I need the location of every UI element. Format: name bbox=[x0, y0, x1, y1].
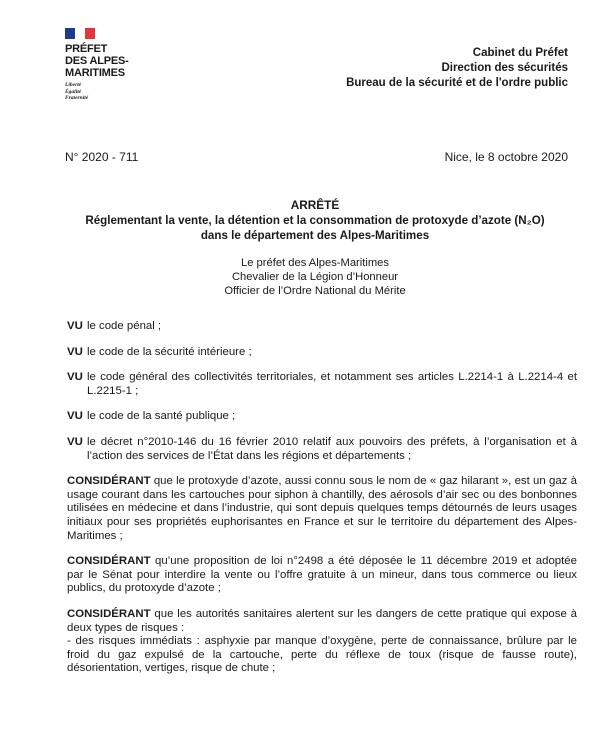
vu-item bbox=[67, 320, 577, 334]
vu-item bbox=[67, 436, 577, 463]
considerant-paragraph bbox=[67, 555, 577, 596]
vu-keyword: VU bbox=[67, 345, 83, 358]
authority-line: Officier de l’Ordre National du Mérite bbox=[224, 285, 406, 297]
office-line: Cabinet du Préfet bbox=[472, 47, 568, 59]
prefecture-name-line: MARITIMES bbox=[65, 67, 125, 79]
considerant-text: que le protoxyde d’azote, aussi connu sous le nom de « gaz hilarant », est un gaz à usage courant dans les cartouches pour siphon à chantilly, des aérosols d’air sec ou des bonbonnes utilisées en médecine et dans l’industrie, qui sont depuis quelques temps détournés de leurs usages initiaux pour ses propriétés euphorisantes en France et sur le territoire du département des Alpes-Maritimes ; bbox=[67, 475, 578, 542]
authority-line: Le préfet des Alpes-Maritimes bbox=[241, 257, 389, 269]
authority-block bbox=[50, 256, 580, 298]
decree-body bbox=[67, 320, 577, 688]
considerant-paragraph bbox=[67, 608, 577, 635]
risk-item: - des risques immédiats : asphyxie par manque d’oxygène, perte de connaissance, brûlure par le froid du gaz expulsé de la cartouche, perte du réflexe de toux (risque de fausse route), désorientation, vertiges, risque de chute ; bbox=[67, 635, 577, 675]
decree-heading: ARRÊTÉ bbox=[290, 198, 340, 212]
prefecture-name-line: DES ALPES- bbox=[65, 55, 129, 67]
decree-reference: N° 2020 - 711 bbox=[65, 150, 139, 164]
vu-keyword: VU bbox=[67, 371, 83, 384]
motto-line: Fraternité bbox=[65, 95, 89, 101]
vu-text: le code de la sécurité intérieure ; bbox=[87, 345, 252, 358]
decree-subject-line: dans le département des Alpes-Maritimes bbox=[200, 229, 430, 242]
vu-text: le code de la santé publique ; bbox=[87, 410, 236, 423]
prefecture-name bbox=[65, 43, 155, 79]
vu-text: le code général des collectivités territoriales, et notamment ses articles L.2214-1 à L.2214-4 et L.2215-1 ; bbox=[87, 371, 577, 397]
vu-keyword: VU bbox=[67, 410, 83, 423]
considerant-text: qu’une proposition de loi n°2498 a été déposée le 11 décembre 2019 et adoptée par le Sénat pour interdire la vente ou l’offre gratuite à un mineur, dans tous commerce ou lieux publics, du protoxyde d’azote ; bbox=[67, 555, 577, 595]
decree-date: Nice, le 8 octobre 2020 bbox=[444, 150, 568, 164]
vu-text: le code pénal ; bbox=[87, 320, 162, 332]
vu-keyword: VU bbox=[67, 320, 83, 332]
vu-text: le décret n°2010-146 du 16 février 2010 relatif aux pouvoirs des préfets, à l’organisation et à l’action des services de l’État dans les régions et départements ; bbox=[87, 435, 577, 462]
decree-title bbox=[50, 198, 580, 243]
office-header bbox=[346, 46, 568, 91]
authority-line: Chevalier de la Légion d’Honneur bbox=[231, 271, 399, 283]
motto-line: Égalité bbox=[65, 88, 82, 95]
french-flag-icon bbox=[65, 28, 95, 39]
considerant-text: que les autorités sanitaires alertent sur les dangers de cette pratique qui expose à deux types de risques : bbox=[67, 607, 577, 634]
republic-motto bbox=[65, 82, 155, 102]
prefecture-logo bbox=[65, 28, 155, 102]
considerant-keyword: CONSIDÉRANT bbox=[67, 555, 151, 568]
considerant-keyword: CONSIDÉRANT bbox=[67, 607, 151, 620]
vu-item bbox=[67, 410, 577, 424]
office-line: Direction des sécurités bbox=[441, 62, 568, 74]
office-line: Bureau de la sécurité et de l'ordre public bbox=[346, 77, 568, 89]
motto-line: Liberté bbox=[65, 82, 82, 88]
vu-item bbox=[67, 371, 577, 398]
decree-subject-line: Réglementant la vente, la détention et la consommation de protoxyde d’azote (N₂O) bbox=[85, 214, 545, 227]
considerant-paragraph bbox=[67, 475, 577, 543]
prefecture-name-line: PRÉFET bbox=[65, 43, 108, 55]
considerant-keyword: CONSIDÉRANT bbox=[67, 475, 151, 488]
vu-keyword: VU bbox=[67, 435, 83, 448]
vu-item bbox=[67, 346, 577, 360]
